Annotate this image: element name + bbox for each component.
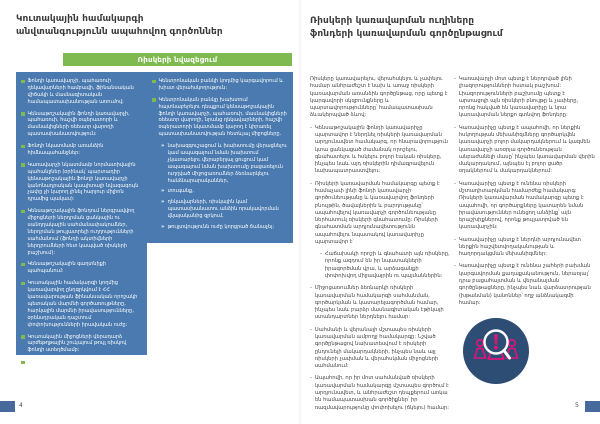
- sub-bullet-item: [161, 224, 287, 231]
- bullet-item: [152, 78, 287, 92]
- dash-marker-icon: -: [454, 263, 456, 270]
- dash-item-text: Կառավարիչը պետք է ունենա ռիսկերի մշտադիտարկման համարժեք համակարգ: Ռիսկերի կառավարման համակարգը պետք է ապահովի, որ գործարքները կատարեն նման իրավասություններ ունեցող անձինք՝ այն երաշխիքներով, որոնք թույլատրված են կառավարչին:: [458, 180, 584, 231]
- bullet-item: [21, 78, 142, 106]
- dash-marker-icon: -: [310, 124, 312, 131]
- square-bullet-icon: [21, 335, 25, 339]
- dash-item: [310, 125, 451, 176]
- bullet-text: Կենտրոնական բանկի կողմից կարգավորում և խիստ վերահսկողություն:: [158, 78, 284, 91]
- bullet-item: [21, 208, 142, 256]
- square-bullet-icon: [21, 361, 25, 365]
- bullet-item: [21, 280, 142, 328]
- dash-item: [454, 181, 595, 232]
- chevron-marker-icon: »: [161, 188, 165, 195]
- square-bullet-icon: [21, 163, 25, 167]
- blue-panel-column-2: [147, 72, 293, 243]
- left-title-line2: անվտանգությունն ապահովող գործոններ: [16, 27, 223, 38]
- right-page-column-1: [310, 76, 451, 417]
- dash-marker-icon: -: [310, 285, 312, 292]
- dash-marker-icon: -: [454, 180, 456, 187]
- square-bullet-icon: [152, 98, 156, 102]
- sub-bullet-item: [161, 199, 287, 220]
- blue-panel-column-1: [16, 72, 147, 379]
- dash-item-text: Կառավարիչը պետք է ունենա շահերի բախման կարգավորման քաղաքականություն, ներառյալ՝ դրա բացահայտման և վերանայման գործընթացները, ինչպես նաև վարձատրության (խթանման) կանոններ՝ ողջ անձնակազմի համար:: [458, 263, 591, 306]
- bullet-item: [21, 162, 142, 203]
- sub-bullet-text: տուգանք,: [167, 188, 194, 195]
- square-bullet-icon: [21, 210, 25, 214]
- dash-marker-icon: -: [320, 251, 322, 258]
- square-bullet-icon: [21, 145, 25, 149]
- sub-bullet-text: ղեկավարների, ռիսկային կամ պատասխանատու անձին որակավորման վկայականից զրկում,: [167, 199, 279, 220]
- square-bullet-icon: [21, 112, 25, 116]
- dash-item-text: Կենսաթոշակային ֆոնդի կառավարիչը պարտավոր է ներդնել ռիսկերի կառավարման արդյունավետ համակարգ, որ հնարավորություն կտա ցանկացած ժամանակ որոշելու, գնահատելու և հսկելու բոլոր էական ռիսկերը, ինչպես նաև այդ ռիսկերին դիմագրավելուն նախապատրաստվելու:: [314, 124, 448, 175]
- right-title-line2: ֆոնդերի կառավարման գործընթացում: [310, 29, 503, 40]
- sub-bullet-text: թույլտվությունն ուժը կորցրած ճանաչել:: [167, 224, 275, 231]
- dash-sub-item: [320, 251, 451, 280]
- bullet-text: Պետական աջակցությունը սոցիալական վճարները վկայարկելու կամ ուղղումով կատարելու համար:: [27, 359, 135, 379]
- dash-item-text: Հաճախակի որոշի և գնահատի այն ռիսկերը, որոնք ազդում են իր նպատակների իրագործման վրա, և արձագանքի փոփոխվող միջավայրին ու պայմաններին:: [324, 251, 450, 280]
- bullet-text: Ֆոնդի կառավարչի, պահառուի ղեկավարների համբավի, ֆինանսական վիճակի և մասնագիտական համապատասխանության առումով:: [27, 78, 134, 105]
- bullet-item: [152, 97, 287, 138]
- square-bullet-icon: [21, 263, 25, 267]
- square-bullet-icon: [21, 282, 25, 286]
- audit-illustration-svg: [462, 317, 530, 385]
- dash-marker-icon: -: [310, 180, 312, 187]
- right-page-title: [310, 15, 590, 41]
- bullet-text: Կենսաթոշակային գաղտնիքի պահպանում:: [27, 261, 106, 275]
- dash-item: [454, 237, 595, 259]
- page-seam: [298, 0, 302, 424]
- dash-item: [310, 181, 451, 247]
- dash-marker-icon: -: [454, 76, 456, 82]
- dash-item-text: Սահմանի և վերանայի մշտապես ռիսկերի կառավարման ամբողջ համակարգը: Նշված գործընթացով նախատեսվում է ռիսկերի ընդունելի մակարդակների, ինչպես նաև այլ ռիսկերի չափման և վերահսկման միջոցների սահմանում:: [314, 326, 439, 370]
- dash-item-text: Միջոցառումներ ձեռնարկի ռիսկերի կառավարման համակարգի սահմանման, գործարկման և կատարելագործման համար, ինչպես նաև բարձր մասնագիտական էթիկայի ստանդարտներ ներդնելու համար:: [314, 285, 444, 321]
- bullet-item: [21, 261, 142, 275]
- right-title-line1: Ռիսկերի կառավարման ուղիները: [310, 16, 475, 26]
- dash-item: [310, 327, 451, 371]
- left-title-line1: Կուտակային համակարգի: [16, 14, 144, 24]
- dash-item: [454, 125, 595, 176]
- left-page-title: [16, 13, 286, 39]
- risk-reduction-banner: [63, 53, 292, 66]
- bullet-item: [21, 334, 142, 355]
- chevron-marker-icon: »: [161, 224, 165, 231]
- sub-bullet-item: [161, 188, 287, 195]
- dash-marker-icon: -: [310, 375, 312, 382]
- bullet-text: Կենտրոնական բանկը խախտում հայտնաբերելու դեպքում կենսաթոշակային ֆոնդի կառավարչի, պահառուի, մասնակիցների ռեեստր վարողի, նրանց ղեկավարների, հաշվի օպերատորի նկատմամբ կարող է կիրառել պատասխանատվության հետևյալ միջոցները.: [158, 96, 287, 138]
- dash-item-text: Կառավարչի մոտ պետք է ներդրված լինի լիազորությունների հստակ բաշխում: Լիազորությունների բաշխումը պետք է արտացոլի այն ռիսկերի բնույթը և չափերը, որոնց հակված են կառավարիչը և նրա կառավարման ներքո գտնվող ֆոնդերը:: [458, 76, 579, 119]
- chevron-marker-icon: »: [161, 199, 165, 206]
- bullet-item: [21, 143, 142, 157]
- bullet-text: Կառավարչի նկատմամբ նորմատիվային պահանջներ (օրինակ՝ պարտադիր կենսաթոշակային ֆոնդի կառավարչի կանոնադրական կապիտալի նվազագույն չափը չի կարող լինել հարյուր միլիոն դրամից պակաս):: [27, 161, 139, 203]
- dash-item-text: Ապահովի, որ իր մոտ սահմանված ռիսկերի կառավարման համակարգը մշտապես գործում է արդյունավետ, և անհրաժեշտ դեպքերում առկա են համապատասխան գործիքներ՝ իր ռազմավարությունը փոփոխելու (ճկելու) համար:: [314, 375, 449, 411]
- square-bullet-icon: [21, 80, 25, 84]
- dash-item: [310, 375, 451, 411]
- dash-marker-icon: -: [454, 124, 456, 131]
- chevron-marker-icon: »: [161, 143, 165, 150]
- sub-bullet-item: [161, 143, 287, 184]
- right-page-column-2: [454, 76, 595, 312]
- bullet-text: Կուտակային համակարգի կողմից կառավարվող ընդգրկվում է ՀՀ կառավարության ֆինանսական որոշակի պետական մարմնի գործառույթները, հարկային մարմնի իրավասությունները, օրենսդրական դաշտում փոփոխությունների իրավական ուժը:: [27, 280, 138, 328]
- bullet-text: Կենսաթոշակային ֆոնդի կառավարչի, պահառուի, հաշվի օպերատորի և մասնակիցների ռեեստր վարողի պատասխանատվություն:: [27, 110, 130, 138]
- dash-item: [454, 263, 595, 307]
- dash-marker-icon: -: [454, 236, 456, 243]
- dash-item-text: Ռիսկերի կառավարման համակարգը պետք է համաչափ լինի ֆոնդի կառավարչի գործունեությանը և կառավարվող ֆոնդերի բնույթին, ծավալներին և բարդությանը՝ ապահովելով կառավարչի գործունեությանը ներհատուկ ռիսկերի գնահատումը: Ռիսկերի գնահատման արդյունավետությունն ապահովելու նպատակով կառավարիչը պարտավոր է՝: [314, 180, 440, 245]
- page-number-left: 4: [19, 402, 23, 409]
- bullet-text: Կուտակային միջոցների վերադարձ արժեթղթային շուկայում թույլ ռիսկով ֆոնդի ստեղծմամբ:: [27, 333, 127, 354]
- bullet-text: Ֆոնդի նկատմամբ առանձին հիմնապահանջներ:: [27, 143, 104, 157]
- dash-item: [310, 285, 451, 321]
- dash-item-text: Կառավարիչը պետք է ներդնի արդյունավետ ներքին հաշվետվողականության և հաղորդակցման մեխանիզմներ:: [458, 236, 581, 258]
- intro-paragraph: Ռիսկերը կառավարելու, վերահսկելու և չափելու համար անհրաժեշտ է նախ և առաջ ռիսկերի կառավարման առանձին գործընթաց, որը պետք է կարգավորի սկզբունքները և պարտավորությունները՝ համապատասխան ձևակերպված ձևով:: [310, 76, 448, 119]
- footer-tab-left: [0, 401, 15, 412]
- bullet-item: [21, 111, 142, 139]
- footer-tab-right: [585, 401, 600, 412]
- audit-illustration: [462, 317, 530, 385]
- dash-item-text: Կառավարիչը պետք է ապահովի, որ ներքին հսկողության մեխանիզմները գործարկվեն կառավարչի բոլոր մակարդակներում և կազմեն կառավարչի առօրյա գործունեության անբաժանելի մասը՝ ինչպես կառավարման վերին մակարդակում, այնպես էլ բոլոր ցածր օղակներում և մակարդակներում:: [458, 124, 595, 175]
- square-bullet-icon: [152, 80, 156, 84]
- dash-item: [454, 76, 595, 120]
- sub-bullet-text: նախազգուշացում և խախտումը վերացնելու կամ ապագայում նման խախտում չկատարելու վերաբերյալ ցուցում կամ ապագայում նման խախտումը բացառելուն ուղղված միջոցառումներ ձեռնարկելու հանձնարարականներ,: [167, 143, 287, 184]
- bullet-text: Կենսաթոշակային ֆոնդում ներգրավվող միջոցների ներդրման ցանկային ու սանդղակային սահմանափակումներ, ներդրման թույլատրելի ուղղությունների սահմանում (ֆոնդի ակտիվների ներդրումների հետ կապված ռիսկերի բաշխում):: [27, 208, 135, 256]
- banner-label: Ռիսկերի նվազեցում: [137, 55, 218, 64]
- bullet-item: [21, 359, 142, 380]
- page-number-right: 5: [575, 402, 579, 409]
- dash-marker-icon: -: [310, 326, 312, 333]
